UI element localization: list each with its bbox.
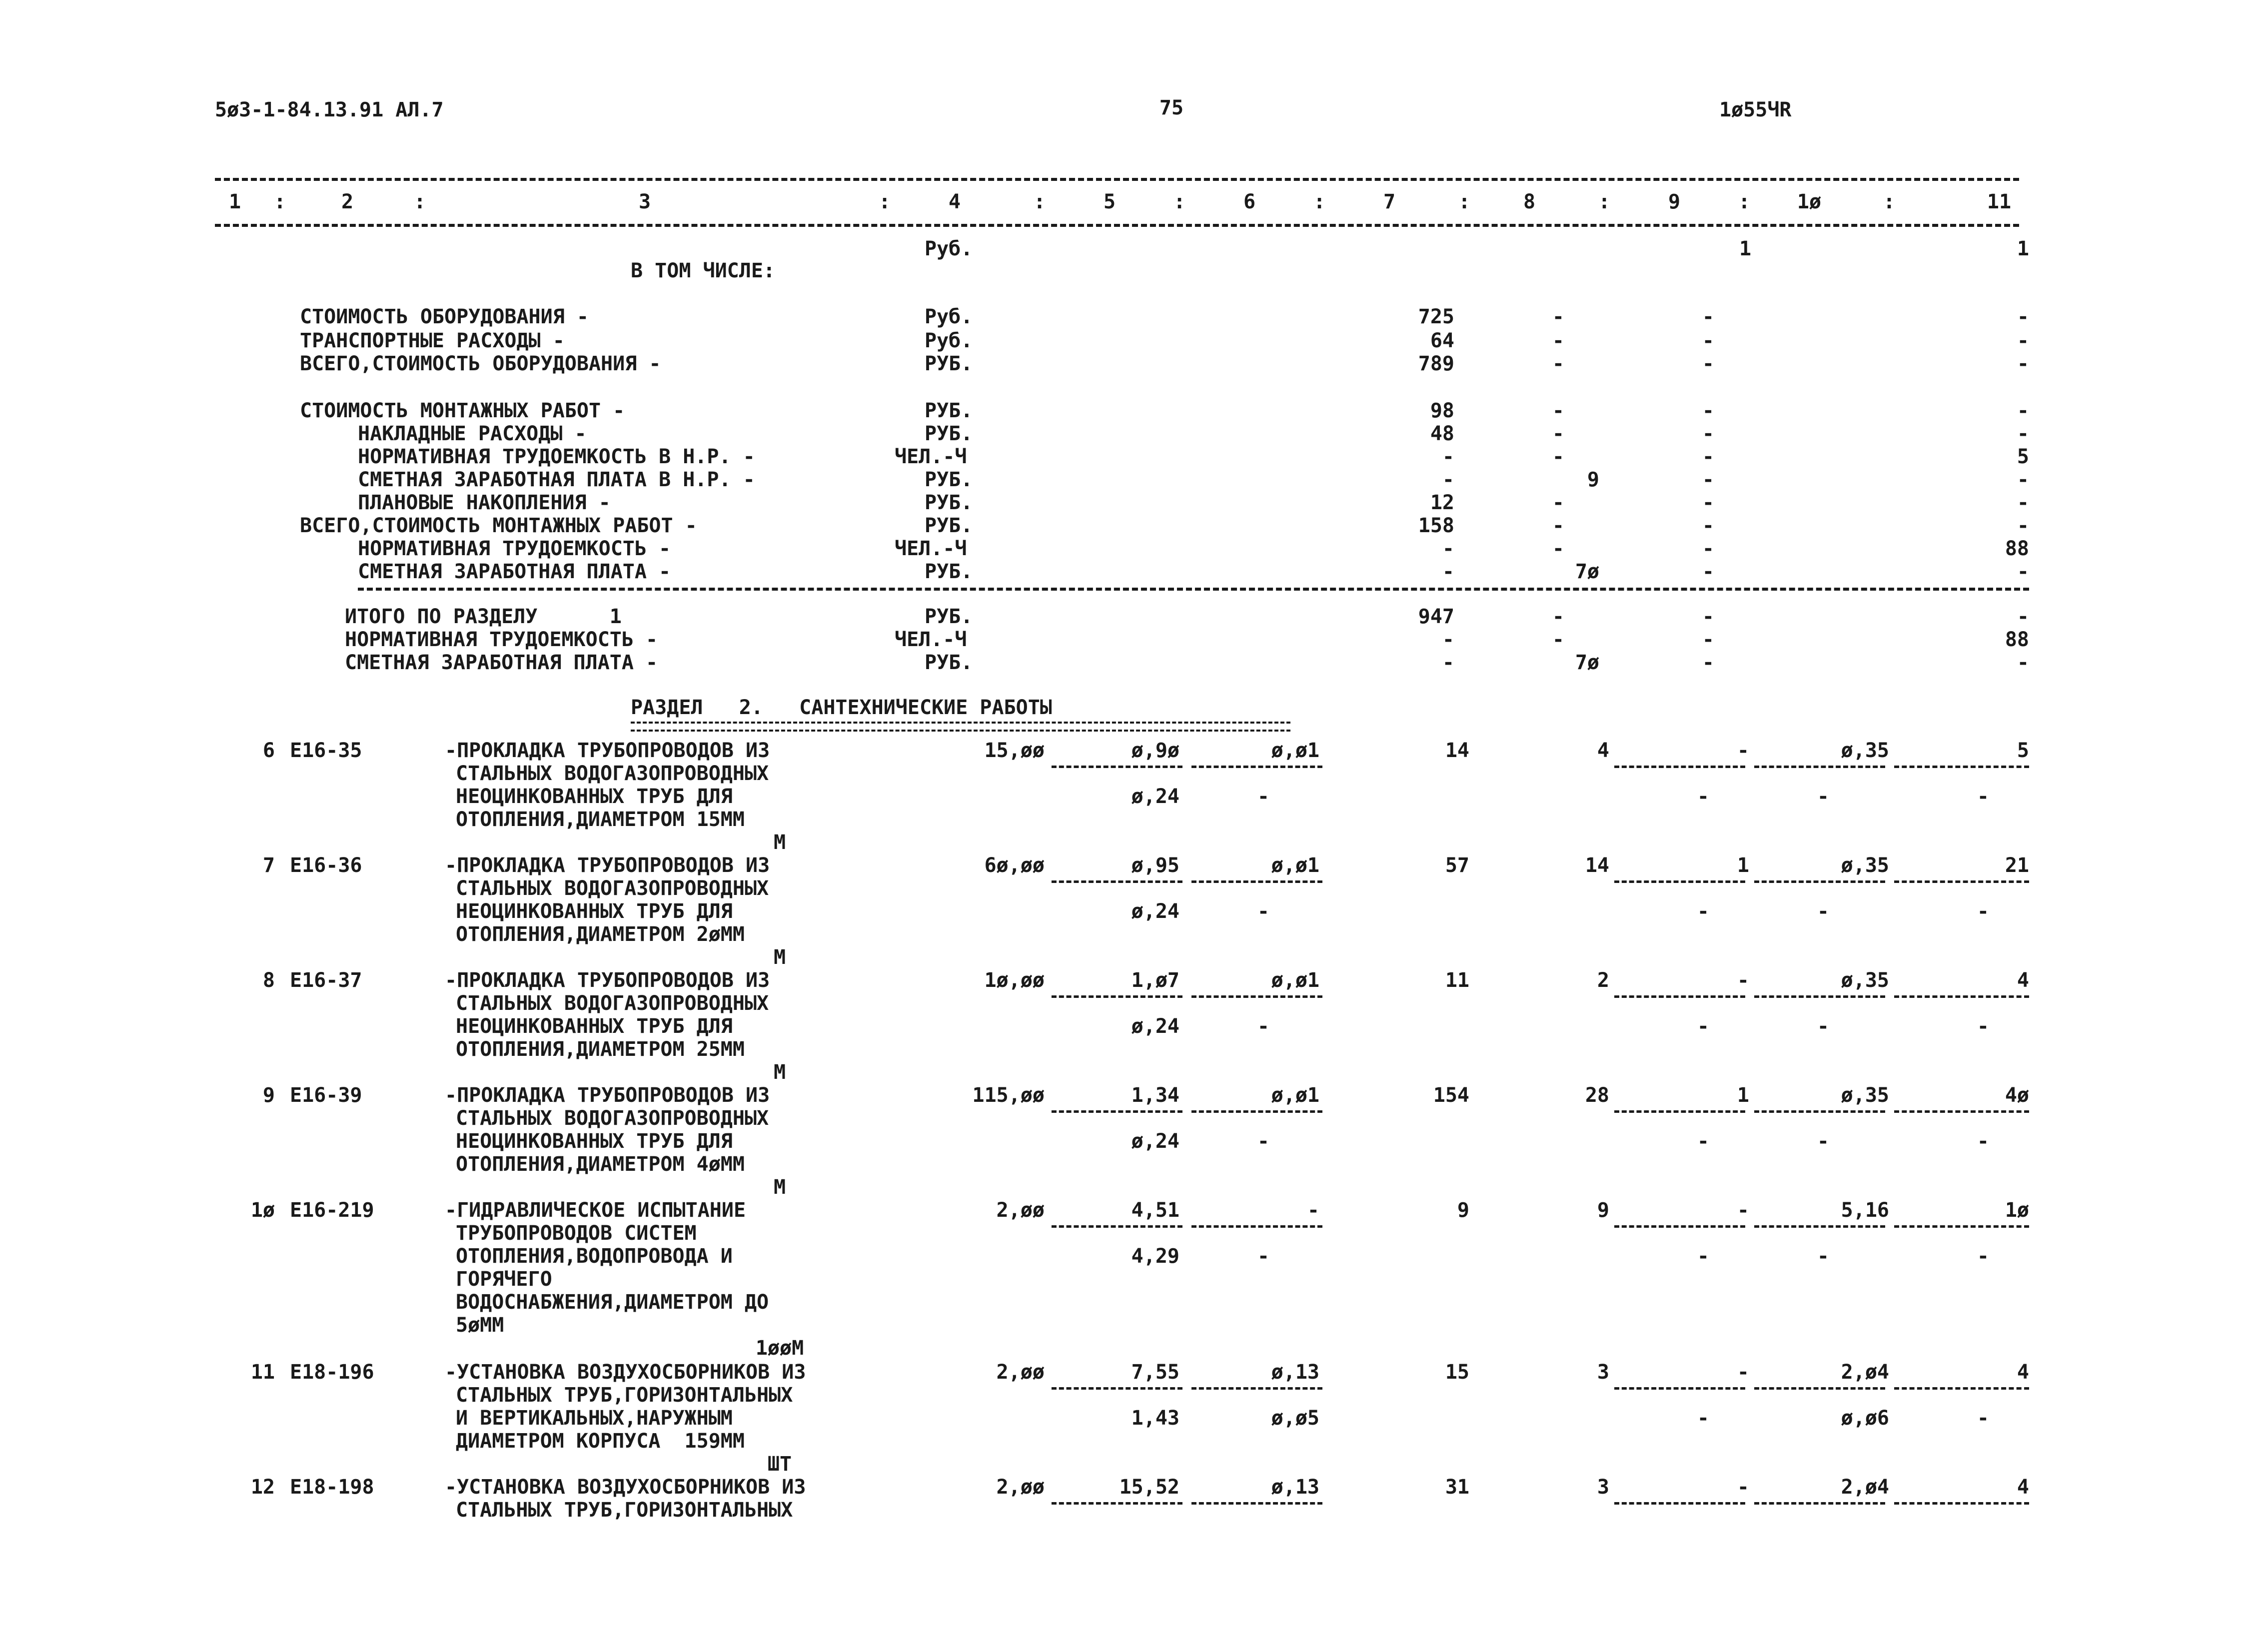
item-col9-wage: -	[1697, 785, 1709, 808]
summary-row-col7: 789	[1418, 352, 1454, 375]
item-unit-price-wage: ø,24	[1131, 900, 1179, 923]
item-unit: М	[773, 831, 786, 854]
subrule	[1754, 1502, 1885, 1505]
item-col10-wage: -	[1817, 1245, 1829, 1268]
item-col6: ø,ø1	[1271, 969, 1319, 992]
item-quantity: 1ø,øø	[984, 969, 1045, 992]
subrule	[1191, 1225, 1322, 1228]
total-row-col11: -	[2017, 605, 2029, 628]
column-number: :	[1883, 190, 1896, 213]
summary-row-col11: -	[2017, 352, 2029, 375]
summary-row-label: СТОИМОСТЬ ОБОРУДОВАНИЯ -	[300, 305, 589, 328]
item-unit: ШТ	[767, 1453, 792, 1476]
summary-row-unit: Руб.	[925, 329, 973, 352]
item-unit-price-wage: ø,24	[1131, 1015, 1179, 1038]
subrule	[1052, 880, 1182, 883]
unit-label: Руб.	[925, 237, 973, 260]
item-code: Е16-37	[290, 969, 362, 992]
total-row-col9: -	[1702, 628, 1714, 651]
item-unit-price-wage: ø,24	[1131, 1130, 1179, 1153]
column-number: 7	[1383, 190, 1396, 213]
item-unit-price-wage: 1,43	[1131, 1407, 1179, 1430]
item-col10: 2,ø4	[1841, 1361, 1889, 1384]
total-row-col9: -	[1702, 605, 1714, 628]
document-code: 5ø3-1-84.13.91 АЛ.7	[215, 98, 444, 121]
summary-row-unit: Руб.	[925, 305, 973, 328]
item-description-line: ОТОПЛЕНИЯ,ДИАМЕТРОМ 4øММ	[456, 1153, 745, 1176]
subrule	[1614, 1502, 1745, 1505]
item-code: Е16-219	[290, 1199, 374, 1222]
summary-row-col11: 88	[2005, 537, 2029, 560]
summary-row-col7: -	[1442, 537, 1454, 560]
item-number: 7	[262, 854, 275, 877]
document-number: 1ø55ЧR	[1719, 98, 1792, 121]
item-unit: М	[773, 946, 786, 969]
item-col11: 4ø	[2005, 1084, 2029, 1107]
item-col9: -	[1737, 1476, 1749, 1499]
summary-row-col8: -	[1552, 329, 1564, 352]
summary-row-label: ВСЕГО,СТОИМОСТЬ ОБОРУДОВАНИЯ -	[300, 352, 661, 375]
item-description-line: СТАЛЬНЫХ ТРУБ,ГОРИЗОНТАЛЬНЫХ	[456, 1384, 793, 1407]
item-col7: 11	[1445, 969, 1469, 992]
subrule	[1052, 1110, 1182, 1113]
summary-row-col11: -	[2017, 422, 2029, 445]
item-col10-wage: ø,ø6	[1841, 1407, 1889, 1430]
summary-row-col11: 5	[2017, 445, 2029, 468]
item-col10-wage: -	[1817, 785, 1829, 808]
item-unit-price-wage: 4,29	[1131, 1245, 1179, 1268]
item-col9: -	[1737, 969, 1749, 992]
page-number: 75	[1159, 96, 1184, 119]
item-unit-price-wage: ø,24	[1131, 785, 1179, 808]
subrule	[1894, 1387, 2029, 1390]
summary-row-col8: -	[1552, 445, 1564, 468]
summary-row-unit: РУБ.	[925, 399, 973, 422]
column-number: 2	[341, 190, 354, 213]
item-col9-wage: -	[1697, 1407, 1709, 1430]
summary-row-col9: -	[1702, 422, 1714, 445]
subrule	[1894, 880, 2029, 883]
item-number: 6	[262, 739, 275, 762]
total-row-unit: ЧЕЛ.-Ч	[895, 628, 967, 651]
summary-row-col8: -	[1552, 305, 1564, 328]
item-unit: 1øøМ	[755, 1337, 804, 1360]
subrule	[1052, 1225, 1182, 1228]
item-description-line: ОТОПЛЕНИЯ,ДИАМЕТРОМ 2øММ	[456, 923, 745, 946]
item-number: 11	[250, 1361, 275, 1384]
summary-row-col9: -	[1702, 329, 1714, 352]
summary-row-label: НОРМАТИВНАЯ ТРУДОЕМКОСТЬ В Н.Р. -	[358, 445, 755, 468]
cell-value: 1	[2017, 237, 2029, 260]
subrule	[1754, 1225, 1885, 1228]
subrule	[1754, 880, 1885, 883]
summary-row-col9: -	[1702, 468, 1714, 491]
item-col9: 1	[1737, 854, 1749, 877]
item-col6: -	[1307, 1199, 1319, 1222]
item-col7: 154	[1433, 1084, 1469, 1107]
subrule	[1614, 1387, 1745, 1390]
item-col9-wage: -	[1697, 900, 1709, 923]
item-unit-price: 1,34	[1131, 1084, 1179, 1107]
item-col11-wage: -	[1977, 1015, 1989, 1038]
item-col6-wage: -	[1257, 1015, 1269, 1038]
item-unit-price: 7,55	[1131, 1361, 1179, 1384]
summary-row-col11: -	[2017, 514, 2029, 537]
summary-row-col8: -	[1552, 399, 1564, 422]
subrule	[1894, 766, 2029, 768]
summary-row-col9: -	[1702, 491, 1714, 514]
total-row-col11: -	[2017, 651, 2029, 674]
section-title: РАЗДЕЛ 2. САНТЕХНИЧЕСКИЕ РАБОТЫ	[631, 696, 1052, 719]
item-col6-wage: -	[1257, 785, 1269, 808]
item-description-line: ОТОПЛЕНИЯ,ДИАМЕТРОМ 25ММ	[456, 1038, 745, 1061]
subrule	[1191, 766, 1322, 768]
summary-row-label: ТРАНСПОРТНЫЕ РАСХОДЫ -	[300, 329, 565, 352]
item-unit-price: 4,51	[1131, 1199, 1179, 1222]
item-col8: 14	[1585, 854, 1609, 877]
item-unit-price: ø,9ø	[1131, 739, 1179, 762]
item-description-line: НЕОЦИНКОВАННЫХ ТРУБ ДЛЯ	[456, 900, 733, 923]
column-number: 1	[228, 190, 241, 213]
subrule	[1754, 1387, 1885, 1390]
item-col11: 4	[2017, 969, 2029, 992]
column-number: :	[1458, 190, 1471, 213]
column-number: 9	[1668, 190, 1681, 213]
subrule	[1614, 995, 1745, 998]
summary-row-col11: -	[2017, 491, 2029, 514]
total-row-label: ИТОГО ПО РАЗДЕЛУ 1	[345, 605, 622, 628]
summary-row-col9: -	[1702, 445, 1714, 468]
item-col9-wage: -	[1697, 1245, 1709, 1268]
subrule	[1894, 995, 2029, 998]
item-col8: 2	[1597, 969, 1609, 992]
column-number: 11	[1987, 190, 2012, 213]
item-col10: ø,35	[1841, 1084, 1889, 1107]
item-unit-price: 15,52	[1119, 1476, 1179, 1499]
summary-row-col7: -	[1442, 560, 1454, 583]
summary-row-col11: -	[2017, 305, 2029, 328]
item-col11: 21	[2005, 854, 2029, 877]
summary-row-unit: РУБ.	[925, 560, 973, 583]
subrule	[1894, 1225, 2029, 1228]
item-col6-wage: ø,ø5	[1271, 1407, 1319, 1430]
item-description-line: -ПРОКЛАДКА ТРУБОПРОВОДОВ ИЗ	[445, 969, 770, 992]
item-col10: ø,35	[1841, 739, 1889, 762]
item-description-line: ВОДОСНАБЖЕНИЯ,ДИАМЕТРОМ ДО	[456, 1291, 769, 1314]
summary-row-unit: ЧЕЛ.-Ч	[895, 445, 967, 468]
item-col7: 57	[1445, 854, 1469, 877]
table-top-rule	[215, 178, 2019, 181]
item-col7: 9	[1457, 1199, 1469, 1222]
column-number: :	[273, 190, 286, 213]
column-number: :	[1313, 190, 1326, 213]
column-number: 8	[1523, 190, 1536, 213]
subrule	[1052, 766, 1182, 768]
item-col10-wage: -	[1817, 900, 1829, 923]
item-quantity: 2,øø	[996, 1361, 1045, 1384]
subrule	[1052, 995, 1182, 998]
item-col10: ø,35	[1841, 854, 1889, 877]
subrule	[1191, 1502, 1322, 1505]
item-unit-price: ø,95	[1131, 854, 1179, 877]
summary-row-col8: -	[1552, 514, 1564, 537]
subrule	[1754, 995, 1885, 998]
subrule	[1191, 1110, 1322, 1113]
item-col11-wage: -	[1977, 900, 1989, 923]
total-row-col8: -	[1552, 628, 1564, 651]
item-description-line: -ПРОКЛАДКА ТРУБОПРОВОДОВ ИЗ	[445, 739, 770, 762]
item-description-line: НЕОЦИНКОВАННЫХ ТРУБ ДЛЯ	[456, 785, 733, 808]
item-col10-wage: -	[1817, 1130, 1829, 1153]
total-row-col8: -	[1552, 605, 1564, 628]
summary-row-label: ВСЕГО,СТОИМОСТЬ МОНТАЖНЫХ РАБОТ -	[300, 514, 697, 537]
item-description-line: -ПРОКЛАДКА ТРУБОПРОВОДОВ ИЗ	[445, 1084, 770, 1107]
column-number: 1ø	[1797, 190, 1822, 213]
item-quantity: 115,øø	[972, 1084, 1045, 1107]
summary-row-col7: 64	[1430, 329, 1454, 352]
summary-row-col11: -	[2017, 329, 2029, 352]
summary-row-label: НАКЛАДНЫЕ РАСХОДЫ -	[358, 422, 587, 445]
total-row-unit: РУБ.	[925, 605, 973, 628]
summary-row-unit: РУБ.	[925, 422, 973, 445]
item-col11: 4	[2017, 1361, 2029, 1384]
item-col11: 5	[2017, 739, 2029, 762]
summary-row-col9: -	[1702, 537, 1714, 560]
section-title-underline	[631, 722, 1290, 732]
item-col6-wage: -	[1257, 1245, 1269, 1268]
summary-row-col8: -	[1552, 352, 1564, 375]
item-description-line: И ВЕРТИКАЛЬНЫХ,НАРУЖНЫМ	[456, 1407, 733, 1430]
item-col9: 1	[1737, 1084, 1749, 1107]
item-col11-wage: -	[1977, 785, 1989, 808]
summary-row-label: СМЕТНАЯ ЗАРАБОТНАЯ ПЛАТА -	[358, 560, 671, 583]
item-col9: -	[1737, 1361, 1749, 1384]
summary-row-label: СМЕТНАЯ ЗАРАБОТНАЯ ПЛАТА В Н.Р. -	[358, 468, 755, 491]
summary-row-col8: -	[1552, 537, 1564, 560]
column-number: 6	[1243, 190, 1256, 213]
item-col7: 15	[1445, 1361, 1469, 1384]
summary-row-col9: -	[1702, 514, 1714, 537]
summary-row-col7: 48	[1430, 422, 1454, 445]
column-number: :	[1598, 190, 1611, 213]
summary-row-unit: ЧЕЛ.-Ч	[895, 537, 967, 560]
summary-row-label: НОРМАТИВНАЯ ТРУДОЕМКОСТЬ -	[358, 537, 671, 560]
summary-row-col7: -	[1442, 445, 1454, 468]
column-number: :	[1173, 190, 1186, 213]
item-code: Е18-196	[290, 1361, 374, 1384]
item-description-line: НЕОЦИНКОВАННЫХ ТРУБ ДЛЯ	[456, 1130, 733, 1153]
summary-divider-rule	[358, 588, 2029, 591]
item-col6: ø,ø1	[1271, 854, 1319, 877]
item-number: 12	[250, 1476, 275, 1499]
total-row-col11: 88	[2005, 628, 2029, 651]
item-col6: ø,ø1	[1271, 1084, 1319, 1107]
summary-row-label: ПЛАНОВЫЕ НАКОПЛЕНИЯ -	[358, 491, 611, 514]
summary-row-col9: -	[1702, 399, 1714, 422]
subrule	[1052, 1502, 1182, 1505]
item-quantity: 2,øø	[996, 1199, 1045, 1222]
item-quantity: 6ø,øø	[984, 854, 1045, 877]
item-col8: 28	[1585, 1084, 1609, 1107]
item-description-line: ОТОПЛЕНИЯ,ДИАМЕТРОМ 15ММ	[456, 808, 745, 831]
total-row-unit: РУБ.	[925, 651, 973, 674]
item-code: Е16-35	[290, 739, 362, 762]
item-col6: ø,13	[1271, 1361, 1319, 1384]
item-description-line: -УСТАНОВКА ВОЗДУХОСБОРНИКОВ ИЗ	[445, 1361, 806, 1384]
section-subtitle: В ТОМ ЧИСЛЕ:	[631, 259, 775, 282]
summary-row-col11: -	[2017, 399, 2029, 422]
item-code: Е16-36	[290, 854, 362, 877]
column-number: 4	[948, 190, 961, 213]
item-col11-wage: -	[1977, 1407, 1989, 1430]
item-quantity: 2,øø	[996, 1476, 1045, 1499]
column-number: :	[878, 190, 891, 213]
item-code: Е16-39	[290, 1084, 362, 1107]
column-number: :	[1033, 190, 1046, 213]
item-code: Е18-198	[290, 1476, 374, 1499]
item-col11-wage: -	[1977, 1245, 1989, 1268]
item-col8: 4	[1597, 739, 1609, 762]
subrule	[1614, 1110, 1745, 1113]
summary-row-unit: РУБ.	[925, 352, 973, 375]
subrule	[1614, 766, 1745, 768]
column-number: :	[413, 190, 426, 213]
summary-row-col8: -	[1552, 422, 1564, 445]
item-col8: 9	[1597, 1199, 1609, 1222]
header-bottom-rule	[215, 224, 2019, 227]
summary-row-label: СТОИМОСТЬ МОНТАЖНЫХ РАБОТ -	[300, 399, 625, 422]
item-quantity: 15,øø	[984, 739, 1045, 762]
summary-row-col9: -	[1702, 352, 1714, 375]
cell-value: 1	[1739, 237, 1752, 260]
item-col10: ø,35	[1841, 969, 1889, 992]
item-col9-wage: -	[1697, 1130, 1709, 1153]
summary-row-unit: РУБ.	[925, 468, 973, 491]
item-unit: М	[773, 1176, 786, 1199]
summary-row-col7: 12	[1430, 491, 1454, 514]
item-col6-wage: -	[1257, 1130, 1269, 1153]
summary-row-col9: -	[1702, 305, 1714, 328]
item-col7: 31	[1445, 1476, 1469, 1499]
subrule	[1614, 880, 1745, 883]
summary-row-col8: 9	[1587, 468, 1599, 491]
item-col11-wage: -	[1977, 1130, 1989, 1153]
item-col11: 4	[2017, 1476, 2029, 1499]
total-row-col8: 7ø	[1575, 651, 1599, 674]
total-row-label: СМЕТНАЯ ЗАРАБОТНАЯ ПЛАТА -	[345, 651, 658, 674]
item-description-line: ДИАМЕТРОМ КОРПУСА 159ММ	[456, 1430, 745, 1453]
subrule	[1894, 1110, 2029, 1113]
item-description-line: ГОРЯЧЕГО	[456, 1268, 552, 1291]
column-number: 5	[1103, 190, 1116, 213]
subrule	[1894, 1502, 2029, 1505]
item-description-line: СТАЛЬНЫХ ВОДОГАЗОПРОВОДНЫХ	[456, 1107, 769, 1130]
item-col8: 3	[1597, 1361, 1609, 1384]
item-description-line: ОТОПЛЕНИЯ,ВОДОПРОВОДА И	[456, 1245, 733, 1268]
item-col10-wage: -	[1817, 1015, 1829, 1038]
item-description-line: -ГИДРАВЛИЧЕСКОЕ ИСПЫТАНИЕ	[445, 1199, 746, 1222]
summary-row-unit: РУБ.	[925, 514, 973, 537]
subrule	[1754, 1110, 1885, 1113]
total-row-col7: -	[1442, 628, 1454, 651]
subrule	[1614, 1225, 1745, 1228]
item-description-line: СТАЛЬНЫХ ВОДОГАЗОПРОВОДНЫХ	[456, 762, 769, 785]
item-col6: ø,ø1	[1271, 739, 1319, 762]
subrule	[1191, 1387, 1322, 1390]
summary-row-col9: -	[1702, 560, 1714, 583]
subrule	[1191, 880, 1322, 883]
item-col8: 3	[1597, 1476, 1609, 1499]
item-col9: -	[1737, 739, 1749, 762]
total-row-label: НОРМАТИВНАЯ ТРУДОЕМКОСТЬ -	[345, 628, 658, 651]
subrule	[1754, 766, 1885, 768]
total-row-col7: -	[1442, 651, 1454, 674]
summary-row-col7: 98	[1430, 399, 1454, 422]
item-description-line: -УСТАНОВКА ВОЗДУХОСБОРНИКОВ ИЗ	[445, 1476, 806, 1499]
subrule	[1052, 1387, 1182, 1390]
item-col6: ø,13	[1271, 1476, 1319, 1499]
column-number: 3	[638, 190, 651, 213]
item-col11: 1ø	[2005, 1199, 2029, 1222]
item-col9-wage: -	[1697, 1015, 1709, 1038]
summary-row-col8: -	[1552, 491, 1564, 514]
item-col10: 2,ø4	[1841, 1476, 1889, 1499]
item-description-line: НЕОЦИНКОВАННЫХ ТРУБ ДЛЯ	[456, 1015, 733, 1038]
item-description-line: -ПРОКЛАДКА ТРУБОПРОВОДОВ ИЗ	[445, 854, 770, 877]
item-col6-wage: -	[1257, 900, 1269, 923]
summary-row-col8: 7ø	[1575, 560, 1599, 583]
item-description-line: СТАЛЬНЫХ ВОДОГАЗОПРОВОДНЫХ	[456, 992, 769, 1015]
item-number: 8	[262, 969, 275, 992]
summary-row-col7: 725	[1418, 305, 1454, 328]
summary-row-col7: 158	[1418, 514, 1454, 537]
item-col10: 5,16	[1841, 1199, 1889, 1222]
item-description-line: СТАЛЬНЫХ ВОДОГАЗОПРОВОДНЫХ	[456, 877, 769, 900]
summary-row-unit: РУБ.	[925, 491, 973, 514]
item-unit: М	[773, 1061, 786, 1084]
item-unit-price: 1,ø7	[1131, 969, 1179, 992]
subrule	[1191, 995, 1322, 998]
item-description-line: СТАЛЬНЫХ ТРУБ,ГОРИЗОНТАЛЬНЫХ	[456, 1499, 793, 1522]
total-row-col7: 947	[1418, 605, 1454, 628]
item-col9: -	[1737, 1199, 1749, 1222]
column-number: :	[1738, 190, 1751, 213]
item-description-line: 5øММ	[456, 1314, 504, 1337]
item-number: 9	[262, 1084, 275, 1107]
summary-row-col11: -	[2017, 560, 2029, 583]
item-description-line: ТРУБОПРОВОДОВ СИСТЕМ	[456, 1222, 697, 1245]
item-number: 1ø	[250, 1199, 275, 1222]
item-col7: 14	[1445, 739, 1469, 762]
summary-row-col7: -	[1442, 468, 1454, 491]
summary-row-col11: -	[2017, 468, 2029, 491]
total-row-col9: -	[1702, 651, 1714, 674]
